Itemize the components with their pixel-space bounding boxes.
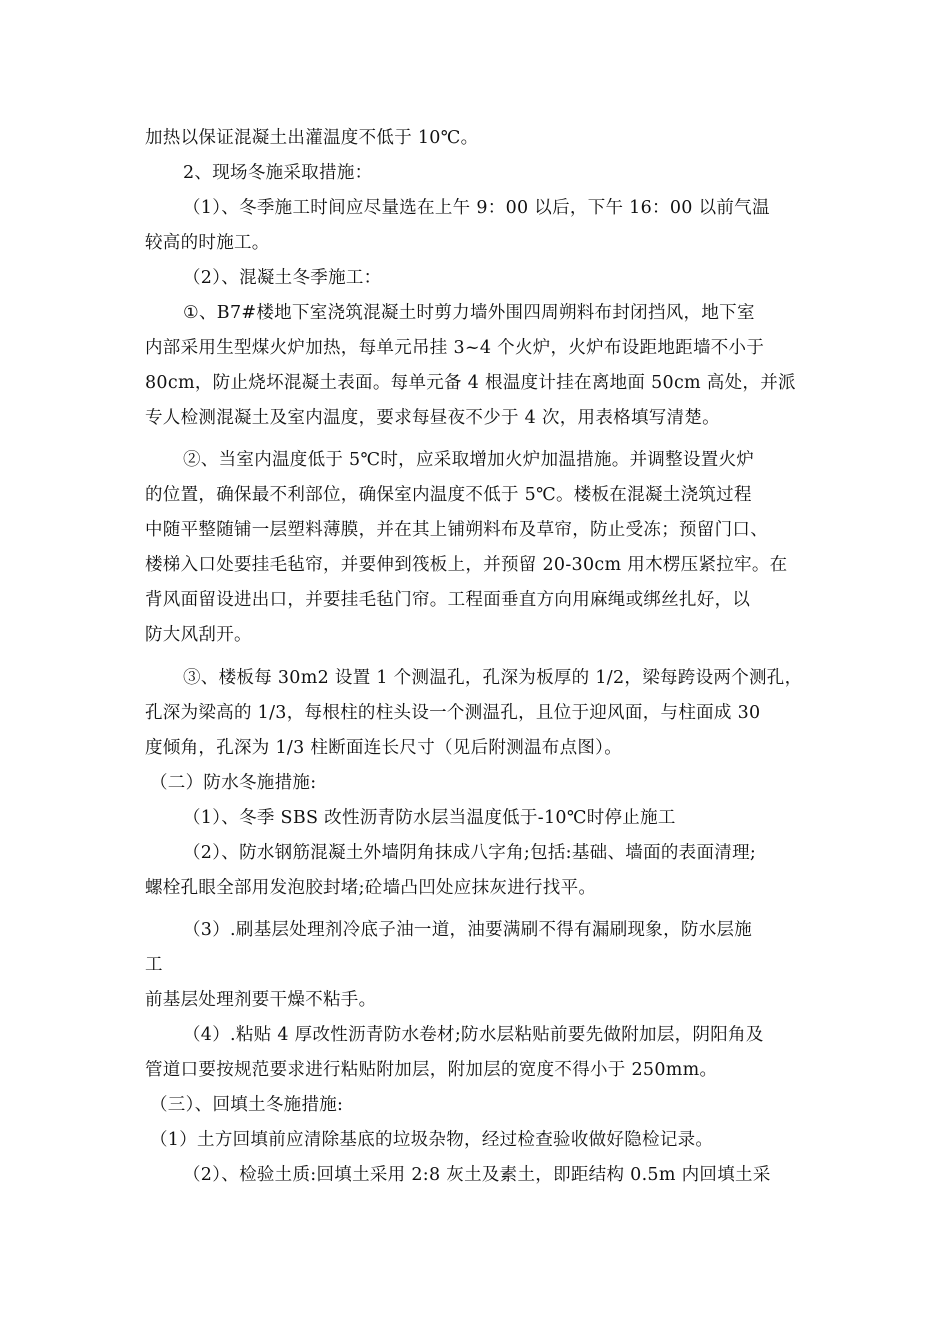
section-heading: （三）、回填土冬施措施: — [150, 1095, 344, 1115]
text-line: 螺栓孔眼全部用发泡胶封堵;砼墙凸凹处应抹灰进行找平。 — [145, 878, 597, 898]
text-line: （3）.刷基层处理剂冷底子油一道，油要满刷不得有漏刷现象，防水层施 — [183, 920, 753, 940]
text-line: 内部采用生型煤火炉加热，每单元吊挂 3~4 个火炉，火炉布设距地距墙不小于 — [145, 338, 765, 358]
text-line: 的位置，确保最不利部位，确保室内温度不低于 5℃。楼板在混凝土浇筑过程 — [145, 485, 752, 505]
text-line: 较高的时施工。 — [145, 233, 270, 253]
text-line: （2）、防水钢筋混凝土外墙阴角抹成八字角;包括:基础、墙面的表面清理; — [183, 843, 757, 863]
text-line: （1）、冬季 SBS 改性沥青防水层当温度低于-10℃时停止施工 — [183, 808, 676, 828]
text-line: ②、当室内温度低于 5℃时，应采取增加火炉加温措施。并调整设置火炉 — [183, 450, 755, 470]
text-line: 度倾角，孔深为 1/3 柱断面连长尺寸（见后附测温布点图）。 — [145, 738, 623, 758]
text-line: 2、现场冬施采取措施： — [183, 163, 373, 183]
text-line: 背风面留设进出口，并要挂毛毡门帘。工程面垂直方向用麻绳或绑丝扎好，以 — [145, 590, 751, 610]
text-line: （1）土方回填前应清除基底的垃圾杂物，经过检查验收做好隐检记录。 — [150, 1130, 714, 1150]
text-line: 专人检测混凝土及室内温度，要求每昼夜不少于 4 次，用表格填写清楚。 — [145, 408, 720, 428]
text-line: 加热以保证混凝土出灌温度不低于 10℃。 — [145, 128, 479, 148]
text-line: ③、楼板每 30m2 设置 1 个测温孔，孔深为板厚的 1/2，梁每跨设两个测孔， — [183, 668, 803, 688]
text-line: 中随平整随铺一层塑料薄膜，并在其上铺朔料布及草帘，防止受冻；预留门口、 — [145, 520, 768, 540]
section-heading: （二）防水冬施措施: — [150, 773, 317, 793]
text-line: ①、B7#楼地下室浇筑混凝土时剪力墙外围四周朔料布封闭挡风，地下室 — [183, 303, 755, 323]
text-line: 管道口要按规范要求进行粘贴附加层，附加层的宽度不得小于 250mm。 — [145, 1060, 718, 1080]
text-line: 80cm，防止烧坏混凝土表面。每单元备 4 根温度计挂在离地面 50cm 高处，并派 — [145, 373, 796, 393]
text-line: （1）、冬季施工时间应尽量选在上午 9：00 以后，下午 16：00 以前气温 — [183, 198, 770, 218]
text-line: 楼梯入口处要挂毛毡帘，并要伸到筏板上，并预留 20-30cm 用木楞压紧拉牢。在 — [145, 555, 788, 575]
text-line: （4）.粘贴 4 厚改性沥青防水卷材;防水层粘贴前要先做附加层，阴阳角及 — [183, 1025, 764, 1045]
text-line: 防大风刮开。 — [145, 625, 252, 645]
text-line: 前基层处理剂要干燥不粘手。 — [145, 990, 377, 1010]
text-line: （2）、检验土质:回填土采用 2:8 灰土及素土，即距结构 0.5m 内回填土采 — [183, 1165, 771, 1185]
text-line: （2）、混凝土冬季施工： — [183, 268, 382, 288]
text-line: 孔深为梁高的 1/3，每根柱的柱头设一个测温孔，且位于迎风面，与柱面成 30 — [145, 703, 761, 723]
text-line: 工 — [145, 955, 163, 975]
